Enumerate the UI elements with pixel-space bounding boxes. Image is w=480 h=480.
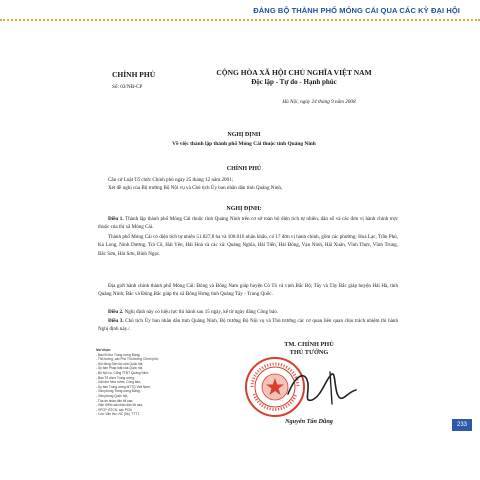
handwritten-signature bbox=[282, 364, 362, 408]
decree-subject: Về việc thành lập thành phố Móng Cái thuộc tỉnh Quảng Ninh bbox=[172, 141, 316, 147]
signatory-name: Nguyễn Tấn Dũng bbox=[285, 418, 333, 425]
recipient-item: - Ban Tổ chức Trung ương; bbox=[96, 375, 135, 380]
signatory-organization: TM. CHÍNH PHỦ bbox=[284, 341, 334, 348]
recipient-item: - Văn thư Nhà nước, Công báo; bbox=[96, 380, 141, 385]
national-title: CỘNG HÒA XÃ HỘI CHỦ NGHĨA VIỆT NAM bbox=[216, 68, 372, 77]
recipients-title: Nơi nhận: bbox=[96, 348, 111, 352]
recipient-item: - Ủy ban Trung ương MTTQ Việt Nam; bbox=[96, 384, 151, 389]
article-3 bbox=[98, 317, 398, 334]
page-number-badge: 233 bbox=[452, 419, 472, 431]
recipient-item: - Bộ Nội vụ, Cổng TTĐT Quảng Ninh; bbox=[96, 370, 149, 375]
article-1-borders: Địa giới hành chính thành phố Móng Cái: Đông và Đông Nam giáp huyện Cô Tô và vịnh Bắc Bộ; Tây và Tây Bắc giáp huyện Hải Hà, tỉnh Quảng Ninh; Bắc và Đông Bắc giáp thị xã Đông Hưng tỉnh Quảng Tây - Trung Quốc. bbox=[98, 283, 398, 298]
article-1-text: Thành lập thành phố Móng Cái thuộc tỉnh Quảng Ninh trên cơ sở toàn bộ diện tích tự nhiên, dân số và các đơn vị hành chính trực thuộc của thị xã Móng Cái. bbox=[98, 216, 399, 231]
article-2-label: Điều 2. bbox=[108, 309, 124, 315]
article-1 bbox=[98, 215, 398, 232]
decides-heading: NGHỊ ĐỊNH: bbox=[226, 206, 262, 212]
national-motto: Độc lập - Tự do - Hạnh phúc bbox=[251, 78, 337, 86]
article-1-detail: Thành phố Móng Cái có diện tích tự nhiên 51.827,8 ha và 108.016 nhân khẩu, có 17 đơn vị hành chính, gồm các phường: Hoà Lạc, Trần Phú, Ka Long, Ninh Dương, Trà Cổ, Hải Yên, Hải Hoà và các xã: Quảng Nghĩa, Hải Tiến, Hải Đông, Vạn Ninh, Hải Xuân, Vĩnh Thực, Vĩnh Trung, Bắc Sơn, Hải Sơn, Bình Ngọc. bbox=[98, 234, 398, 257]
scanned-decree-document bbox=[74, 46, 414, 425]
publication-header-title: ĐẢNG BỘ THÀNH PHỐ MÓNG CÁI QUA CÁC KỲ ĐẠI HỘI bbox=[253, 6, 460, 15]
legal-basis-2: Xét đề nghị của Bộ trưởng Bộ Nội vụ và Chủ tịch Ủy ban nhân dân tỉnh Quảng Ninh, bbox=[108, 185, 283, 191]
recipient-item: - Lưu: Văn thư, NC (5b), TTTT. bbox=[96, 412, 140, 417]
article-3-text: Chủ tịch Ủy ban nhân dân tỉnh Quảng Ninh, Bộ trưởng Bộ Nội vụ và Thủ trưởng các cơ quan liên quan chịu trách nhiệm thi hành Nghị định này./. bbox=[98, 318, 398, 333]
article-2 bbox=[98, 308, 398, 316]
recipient-item: - Thủ tướng, các Phó Thủ tướng Chính phủ; bbox=[96, 357, 159, 362]
signatory-title: THỦ TƯỚNG bbox=[289, 349, 329, 356]
recipient-item: - Hội đồng Dân tộc của Quốc hội; bbox=[96, 361, 144, 366]
recipient-item: - VPCP: BTCN, các PCN; bbox=[96, 407, 133, 412]
article-1-label: Điều 1. bbox=[108, 216, 124, 222]
recipient-item: - Ban Bí thư Trung ương Đảng; bbox=[96, 352, 141, 357]
recipient-item: - Văn phòng Trung ương Đảng; bbox=[96, 389, 141, 394]
dateline: Hà Nội, ngày 24 tháng 9 năm 2008 bbox=[282, 99, 356, 105]
legal-basis-1: Căn cứ Luật Tổ chức Chính phủ ngày 25 tháng 12 năm 2001; bbox=[108, 177, 234, 183]
recipient-item: - Văn phòng Quốc hội; bbox=[96, 393, 128, 398]
issuer: CHÍNH PHỦ bbox=[112, 70, 156, 79]
header-dotted-rule bbox=[0, 19, 480, 21]
recipient-item: - Ủy ban Pháp luật của Quốc hội; bbox=[96, 366, 143, 371]
recipient-item: - Viện Kiểm sát nhân dân tối cao; bbox=[96, 403, 143, 408]
decree-heading: NGHỊ ĐỊNH bbox=[227, 132, 261, 138]
recipient-item: - Tòa án nhân dân tối cao; bbox=[96, 398, 134, 403]
article-2-text: Nghị định này có hiệu lực thi hành sau 15 ngày, kể từ ngày đăng Công báo. bbox=[124, 309, 279, 315]
article-3-label: Điều 3. bbox=[108, 318, 124, 324]
government-heading: CHÍNH PHỦ bbox=[226, 166, 262, 172]
recipients-list bbox=[96, 348, 188, 417]
document-number: Số: 03/NĐ-CP bbox=[112, 84, 143, 90]
